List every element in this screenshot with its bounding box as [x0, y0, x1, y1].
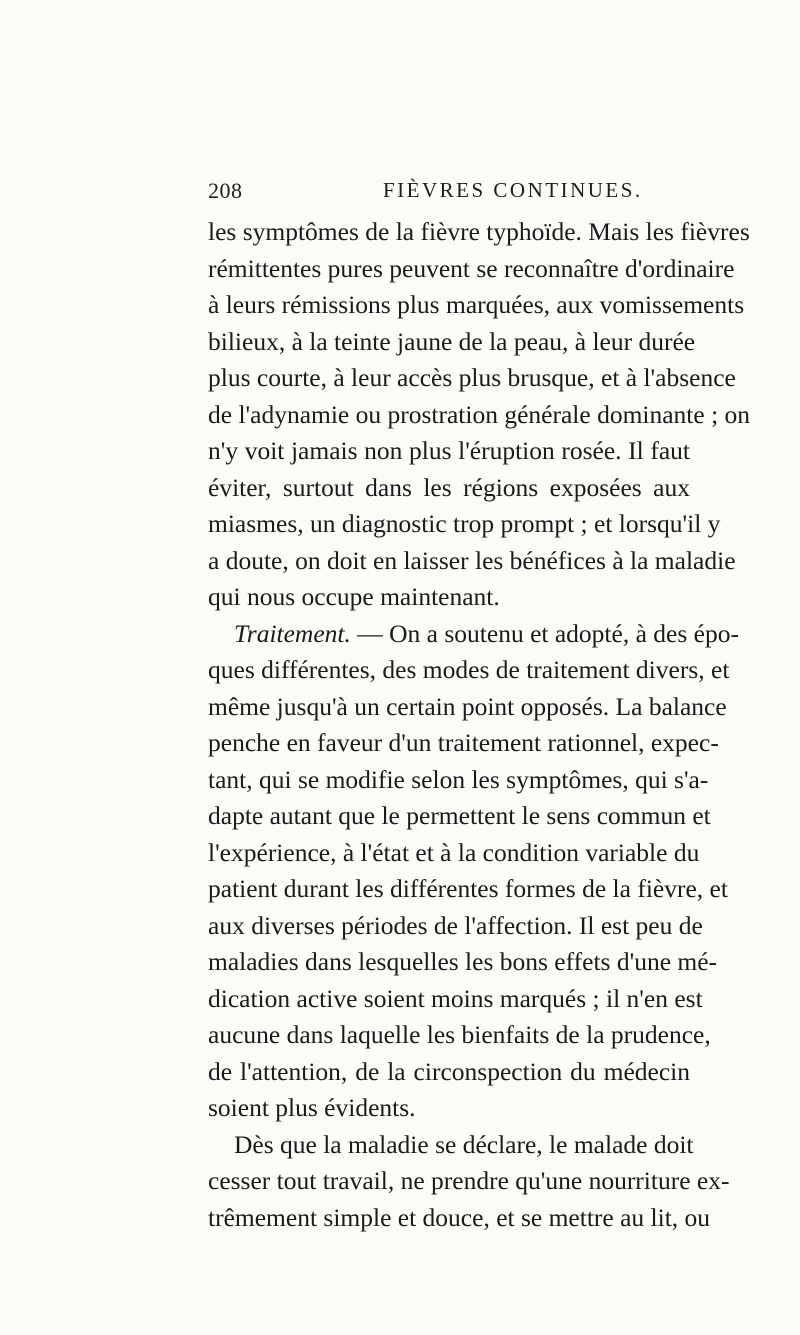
- text-line: plus courte, à leur accès plus brusque, et à l'absence: [208, 363, 736, 392]
- text-line: patient durant les différentes formes de la fièvre, et: [208, 874, 728, 903]
- text-line: aucune dans laquelle les bienfaits de la prudence,: [208, 1020, 711, 1049]
- text-line: miasmes, un diagnostic trop prompt ; et lorsqu'il y: [208, 509, 721, 538]
- text-line: penche en faveur d'un traitement rationnel, expec-: [208, 728, 719, 757]
- text-line: qui nous occupe maintenant.: [208, 582, 500, 611]
- text-line: dication active soient moins marqués ; il n'en est: [208, 983, 703, 1013]
- text-line: trêmement simple et douce, et se mettre au lit, ou: [208, 1202, 711, 1232]
- text-line: rémittentes pures peuvent se reconnaître d'ordinaire: [208, 253, 735, 283]
- text-line: cesser tout travail, ne prendre qu'une nourriture ex-: [208, 1166, 730, 1195]
- text-line: éviter, surtout dans les régions exposées aux: [208, 472, 690, 502]
- text-line: même jusqu'à un certain point opposés. La balance: [208, 691, 727, 721]
- text-line: n'y voit jamais non plus l'éruption rosée. Il faut: [208, 436, 690, 465]
- treatment-first-line-rest: — On a soutenu et adopté, à des épo-: [350, 618, 739, 648]
- text-line: les symptômes de la fièvre typhoïde. Mais les fièvres: [208, 217, 750, 246]
- text-line: de l'adynamie ou prostration générale dominante ; on: [208, 399, 751, 429]
- text-line: de l'attention, de la circonspection du médecin: [208, 1056, 690, 1086]
- final-paragraph-first-line: Dès que la maladie se déclare, le malade doit: [234, 1129, 694, 1159]
- text-line: à leurs rémissions plus marquées, aux vomissements: [208, 290, 745, 319]
- text-line: l'expérience, à l'état et à la condition variable du: [208, 837, 700, 867]
- treatment-paragraph-first-line: [208, 616, 739, 653]
- page-header: [208, 178, 688, 208]
- text-line: tant, qui se modifie selon les symptômes, qui s'a-: [208, 764, 709, 794]
- text-line: ques différentes, des modes de traitement divers, et: [208, 655, 730, 684]
- body-text: [208, 214, 751, 1236]
- text-line: maladies dans lesquelles les bons effets d'une mé-: [208, 947, 718, 976]
- text-line: soient plus évidents.: [208, 1093, 416, 1122]
- text-line: aux diverses périodes de l'affection. Il est peu de: [208, 910, 703, 940]
- text-line: dapte autant que le permettent le sens commun et: [208, 801, 711, 830]
- running-title: FIÈVRES CONTINUES.: [383, 178, 643, 202]
- treatment-heading: Traitement.: [234, 618, 351, 648]
- text-line: bilieux, à la teinte jaune de la peau, à leur durée: [208, 326, 696, 356]
- text-line: a doute, on doit en laisser les bénéfices à la maladie: [208, 545, 736, 575]
- page-number: 208: [208, 178, 243, 203]
